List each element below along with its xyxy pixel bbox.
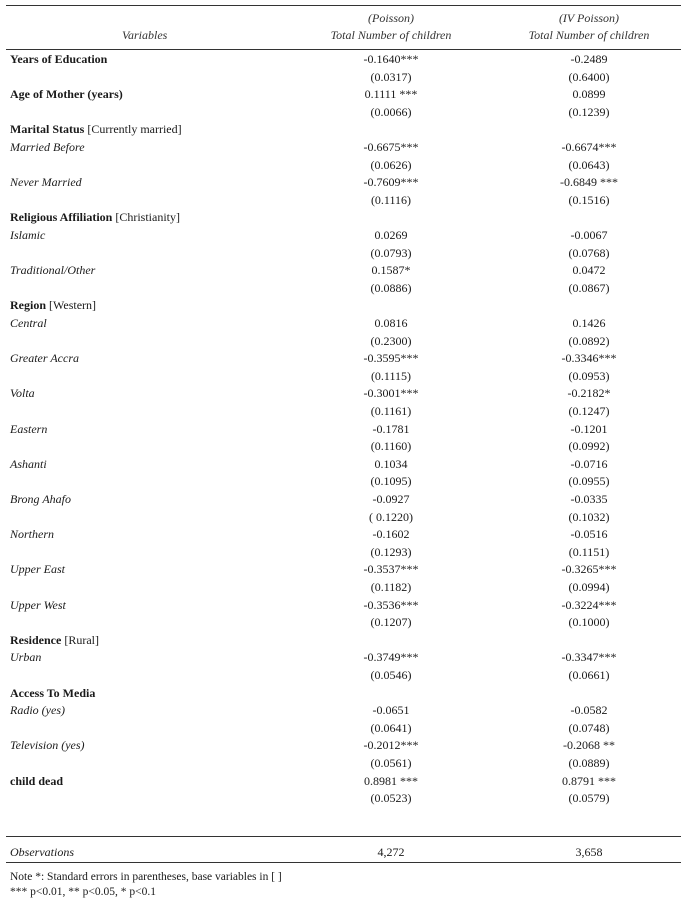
row-label: Islamic <box>10 228 46 242</box>
poisson-cell: (0.1095) <box>370 474 412 489</box>
poisson-cell: (0.0793) <box>370 245 412 260</box>
se-row <box>6 614 681 632</box>
observations-label: Observations <box>10 845 74 859</box>
poisson-cell: -0.0927 <box>372 492 410 506</box>
iv-poisson-cell: -0.0582 <box>570 703 608 718</box>
table-row <box>6 227 681 245</box>
se-row <box>6 473 681 491</box>
row-label: Television (yes) <box>10 738 85 753</box>
poisson-cell: -0.2012*** <box>363 738 419 753</box>
se-row <box>6 157 681 175</box>
section-row <box>6 121 681 139</box>
poisson-cell: 0.0269 <box>374 228 408 242</box>
iv-poisson-cell: (0.0748) <box>568 720 610 735</box>
iv-poisson-cell: -0.0067 <box>570 228 608 242</box>
iv-poisson-cell: (0.0579) <box>568 791 610 806</box>
se-row <box>6 438 681 456</box>
table-row <box>6 561 681 579</box>
pre-observations-rule <box>6 836 681 837</box>
header-rule <box>6 49 681 50</box>
table-row <box>6 350 681 368</box>
section-row <box>6 685 681 703</box>
poisson-cell: 0.1111 *** <box>364 87 418 102</box>
table-row <box>6 385 681 403</box>
row-label: Greater Accra <box>10 351 79 366</box>
iv-poisson-cell: (0.0889) <box>568 756 610 770</box>
poisson-cell: (0.1115) <box>370 368 412 383</box>
table-row <box>6 491 681 509</box>
iv-poisson-cell: -0.3346*** <box>561 351 617 366</box>
poisson-cell: (0.0317) <box>370 69 412 84</box>
se-row <box>6 720 681 738</box>
se-row <box>6 579 681 597</box>
se-row <box>6 245 681 263</box>
poisson-cell: -0.7609*** <box>363 175 419 190</box>
row-label <box>10 685 95 702</box>
table-row <box>6 456 681 474</box>
observations-col2: 3,658 <box>575 845 603 859</box>
poisson-cell: 0.1034 <box>374 456 408 471</box>
row-label: Volta <box>10 386 35 401</box>
row-label: Brong Ahafo <box>10 492 72 506</box>
observations-col1: 4,272 <box>377 845 405 859</box>
poisson-cell: (0.0561) <box>370 756 412 770</box>
iv-poisson-cell: (0.1516) <box>568 192 610 207</box>
se-row <box>6 755 681 773</box>
row-label: Upper East <box>10 562 65 577</box>
row-label: Never Married <box>10 175 82 190</box>
poisson-cell: 0.1587* <box>371 263 411 278</box>
se-row <box>6 280 681 298</box>
iv-poisson-cell: -0.2489 <box>570 52 608 66</box>
table-row <box>6 421 681 439</box>
poisson-cell: -0.3001*** <box>363 386 419 401</box>
se-row <box>6 104 681 122</box>
iv-poisson-cell: (0.6400) <box>568 69 610 84</box>
base-category: [Currently married] <box>84 122 182 137</box>
table-row <box>6 649 681 667</box>
row-label-bold: Age of Mother (years) <box>10 87 123 102</box>
iv-poisson-cell: -0.6849 *** <box>560 175 618 190</box>
row-label <box>10 632 99 649</box>
poisson-cell: -0.3595*** <box>363 351 419 366</box>
poisson-cell: (0.1160) <box>370 439 412 454</box>
iv-poisson-cell: 0.1426 <box>572 316 606 330</box>
iv-poisson-cell: (0.1239) <box>568 104 610 119</box>
row-label: Radio (yes) <box>10 703 65 718</box>
table-row <box>6 51 681 69</box>
row-label: Northern <box>10 527 55 542</box>
table-row <box>6 702 681 720</box>
section-row <box>6 632 681 650</box>
iv-poisson-cell: -0.0516 <box>570 527 608 542</box>
row-label <box>10 121 182 138</box>
iv-poisson-cell: 0.8791 *** <box>562 773 616 788</box>
poisson-cell: -0.1640*** <box>363 52 419 66</box>
iv-poisson-cell: (0.0661) <box>568 668 610 682</box>
row-label-bold: Region <box>10 298 46 313</box>
row-label <box>10 209 180 226</box>
header-col2-model: (IV Poisson) <box>558 11 620 25</box>
poisson-cell: -0.3536*** <box>363 597 419 612</box>
base-category: [Christianity] <box>112 210 181 225</box>
poisson-cell: (0.0886) <box>370 280 412 295</box>
table-row <box>6 262 681 280</box>
table-row <box>6 315 681 333</box>
iv-poisson-cell: (0.0768) <box>568 245 610 260</box>
iv-poisson-cell: -0.0716 <box>570 456 608 471</box>
row-label <box>10 773 63 790</box>
table-row <box>6 86 681 104</box>
table-row <box>6 526 681 544</box>
se-row <box>6 790 681 808</box>
poisson-cell: -0.3749*** <box>363 650 419 665</box>
iv-poisson-cell: (0.0892) <box>568 333 610 348</box>
row-label: Traditional/Other <box>10 263 96 278</box>
iv-poisson-cell: (0.1151) <box>568 544 610 559</box>
poisson-cell: ( 0.1220) <box>369 509 413 524</box>
iv-poisson-cell: (0.1032) <box>568 509 610 524</box>
row-label-bold: Marital Status <box>10 122 85 137</box>
row-label <box>10 51 107 68</box>
header-col1-dep: Total Number of children <box>330 28 452 42</box>
poisson-cell: 0.8981 *** <box>364 773 418 788</box>
row-label <box>10 86 123 103</box>
iv-poisson-cell: -0.6674*** <box>561 140 617 154</box>
poisson-cell: -0.3537*** <box>363 562 419 577</box>
row-label <box>10 297 96 314</box>
iv-poisson-cell: -0.3347*** <box>561 650 617 665</box>
poisson-cell: (0.0066) <box>370 104 412 119</box>
row-label-bold: Years of Education <box>10 52 108 66</box>
base-category: [Western] <box>46 298 97 313</box>
iv-poisson-cell: (0.1000) <box>568 615 610 630</box>
se-row <box>6 69 681 87</box>
header-col2-dep: Total Number of children <box>528 28 650 42</box>
section-row <box>6 209 681 227</box>
poisson-cell: (0.1182) <box>370 580 412 594</box>
table-row <box>6 773 681 791</box>
iv-poisson-cell: -0.2182* <box>567 386 611 401</box>
iv-poisson-cell: (0.1247) <box>568 404 610 418</box>
iv-poisson-cell: 0.0899 <box>572 87 606 102</box>
poisson-cell: -0.1602 <box>372 527 410 542</box>
table-row <box>6 174 681 192</box>
row-label-bold: Access To Media <box>10 685 96 700</box>
row-label-bold: Residence <box>10 632 62 647</box>
se-row <box>6 544 681 562</box>
observations-row <box>6 844 681 862</box>
row-label: Urban <box>10 650 42 665</box>
iv-poisson-cell: (0.0643) <box>568 157 610 172</box>
top-rule <box>6 5 681 6</box>
iv-poisson-cell: 0.0472 <box>572 263 606 278</box>
poisson-cell: 0.0816 <box>374 316 408 330</box>
row-label: Eastern <box>10 421 48 436</box>
row-label-bold: Religious Affiliation <box>10 210 113 225</box>
se-row <box>6 509 681 527</box>
row-label: Upper West <box>10 597 66 612</box>
iv-poisson-cell: (0.0953) <box>568 368 610 383</box>
row-label-bold: child dead <box>10 773 64 788</box>
iv-poisson-cell: (0.0994) <box>568 580 610 594</box>
table-row <box>6 139 681 157</box>
se-row <box>6 403 681 421</box>
iv-poisson-cell: -0.1201 <box>570 421 608 436</box>
table-row <box>6 737 681 755</box>
note-standard-errors: Note *: Standard errors in parentheses, base variables in [ ] <box>10 871 282 883</box>
poisson-cell: (0.1207) <box>370 615 412 630</box>
poisson-cell: (0.0641) <box>370 720 412 735</box>
iv-poisson-cell: -0.3265*** <box>561 562 617 577</box>
poisson-cell: -0.0651 <box>372 703 410 718</box>
se-row <box>6 667 681 685</box>
poisson-cell: (0.1116) <box>370 192 412 207</box>
bottom-rule <box>6 862 681 863</box>
row-label: Married Before <box>10 140 85 154</box>
poisson-cell: (0.0626) <box>370 157 412 172</box>
base-category: [Rural] <box>61 632 99 647</box>
poisson-cell: -0.6675*** <box>363 140 419 154</box>
poisson-cell: (0.1293) <box>370 544 412 559</box>
poisson-cell: (0.0546) <box>370 668 412 682</box>
se-row <box>6 333 681 351</box>
section-row <box>6 297 681 315</box>
poisson-cell: (0.2300) <box>370 333 412 348</box>
poisson-cell: -0.1781 <box>372 421 410 436</box>
poisson-cell: (0.0523) <box>370 791 412 806</box>
iv-poisson-cell: -0.2068 ** <box>563 738 615 753</box>
se-row <box>6 368 681 386</box>
iv-poisson-cell: -0.0335 <box>570 492 608 506</box>
se-row <box>6 192 681 210</box>
iv-poisson-cell: (0.0992) <box>568 439 610 454</box>
note-significance: *** p<0.01, ** p<0.05, * p<0.1 <box>10 886 156 898</box>
header-col1-model: (Poisson) <box>368 11 414 25</box>
row-label: Central <box>10 316 47 330</box>
iv-poisson-cell: -0.3224*** <box>561 597 617 612</box>
iv-poisson-cell: (0.0955) <box>568 474 610 489</box>
row-label: Ashanti <box>10 456 47 471</box>
table-row <box>6 597 681 615</box>
iv-poisson-cell: (0.0867) <box>568 280 610 295</box>
poisson-cell: (0.1161) <box>370 404 412 418</box>
